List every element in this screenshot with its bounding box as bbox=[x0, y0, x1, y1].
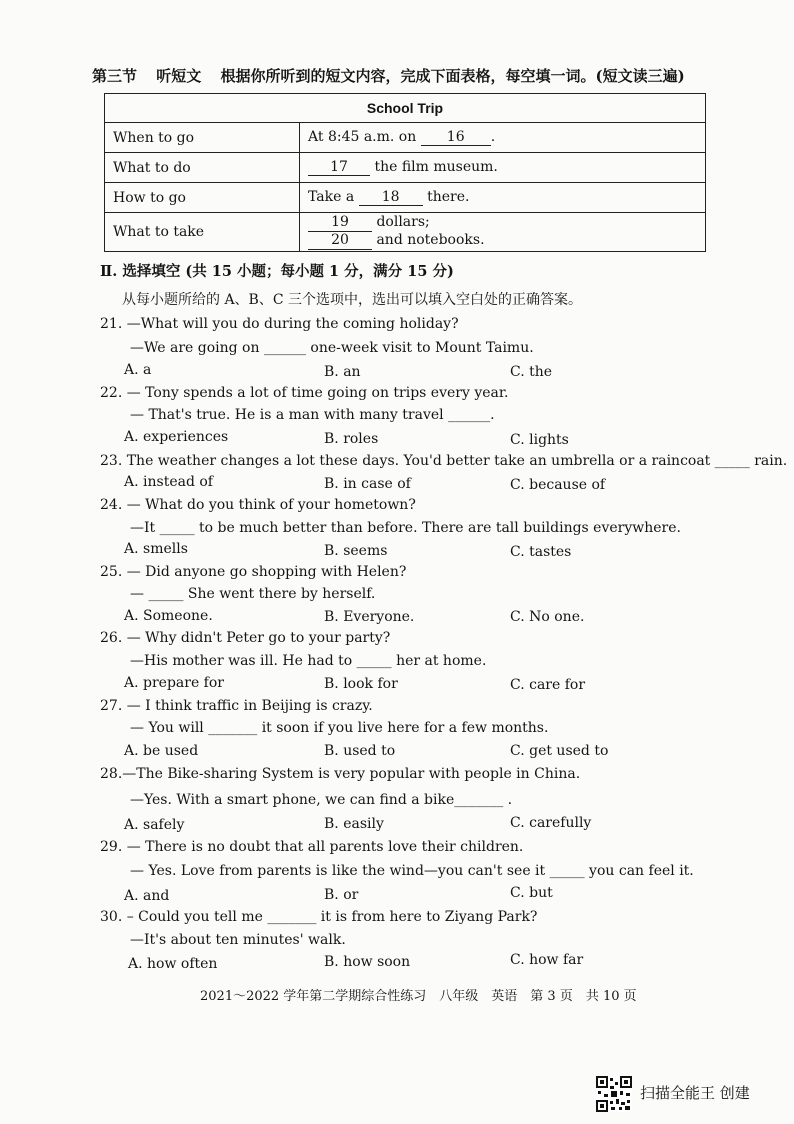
question-line: 29. — There is no doubt that all parents love their children. bbox=[100, 839, 524, 855]
option-a: A. safely bbox=[124, 817, 185, 833]
answer-blank: 19 bbox=[308, 214, 372, 232]
option-a: A. prepare for bbox=[124, 675, 224, 691]
question-dialogue: —It's about ten minutes' walk. bbox=[130, 932, 346, 948]
option-a: A. how often bbox=[128, 956, 218, 972]
question-dialogue: —His mother was ill. He had to _____ her at home. bbox=[130, 653, 487, 669]
row-content: Take a 18 there. bbox=[300, 183, 706, 213]
option-a: A. instead of bbox=[124, 474, 213, 490]
question-line: 27. — I think traffic in Beijing is crazy. bbox=[100, 698, 373, 714]
question-dialogue: —We are going on ______ one-week visit to Mount Taimu. bbox=[130, 340, 534, 356]
option-b: B. roles bbox=[324, 431, 379, 447]
question-dialogue: — That's true. He is a man with many travel ______. bbox=[130, 407, 495, 423]
option-c: C. No one. bbox=[510, 609, 585, 625]
question-line: 26. — Why didn't Peter go to your party? bbox=[100, 630, 391, 646]
option-a: A. be used bbox=[124, 743, 199, 759]
option-c: C. how far bbox=[510, 952, 584, 968]
school-trip-table bbox=[104, 93, 706, 252]
section-2-title: Ⅱ. 选择填空 (共 15 小题；每小题 1 分，满分 15 分) bbox=[100, 263, 454, 280]
section-header bbox=[92, 67, 685, 85]
question-line: 21. —What will you do during the coming holiday? bbox=[100, 316, 459, 332]
row-content: At 8:45 a.m. on 16 . bbox=[300, 123, 706, 153]
option-c: C. but bbox=[510, 885, 553, 901]
row-label: When to go bbox=[105, 123, 300, 153]
row-content: 19 dollars; 20 and notebooks. bbox=[300, 213, 706, 252]
question-line: 23. The weather changes a lot these days. You'd better take an umbrella or a raincoat _____ rain. bbox=[100, 453, 788, 469]
option-b: B. in case of bbox=[324, 476, 411, 492]
section-instruction: 根据你所听到的短文内容，完成下面表格，每空填一词。(短文读三遍) bbox=[220, 67, 685, 85]
answer-blank: 17 bbox=[308, 159, 370, 176]
section-number: 第三节 bbox=[92, 67, 138, 85]
answer-blank: 20 bbox=[308, 232, 372, 250]
answer-blank: 18 bbox=[359, 189, 423, 206]
option-a: A. smells bbox=[124, 541, 188, 557]
section-part: 听短文 bbox=[156, 67, 202, 85]
option-b: B. an bbox=[324, 364, 361, 380]
option-c: C. the bbox=[510, 364, 553, 380]
option-b: B. or bbox=[324, 887, 359, 903]
question-dialogue: —Yes. With a smart phone, we can find a bike_______ . bbox=[130, 792, 513, 808]
option-b: B. Everyone. bbox=[324, 609, 415, 625]
option-b: B. how soon bbox=[324, 954, 411, 970]
qr-code-icon bbox=[596, 1076, 632, 1112]
question-dialogue: —It _____ to be much better than before. There are tall buildings everywhere. bbox=[130, 520, 681, 536]
table-row bbox=[105, 183, 706, 213]
row-content: 17 the film museum. bbox=[300, 153, 706, 183]
option-a: A. experiences bbox=[124, 429, 229, 445]
question-dialogue: — You will _______ it soon if you live here for a few months. bbox=[130, 720, 549, 736]
row-label: How to go bbox=[105, 183, 300, 213]
row-label: What to do bbox=[105, 153, 300, 183]
option-a: A. a bbox=[124, 362, 152, 378]
scanner-watermark: 扫描全能王 创建 bbox=[640, 1084, 750, 1102]
row-label: What to take bbox=[105, 213, 300, 252]
table-row bbox=[105, 123, 706, 153]
option-c: C. because of bbox=[510, 477, 606, 493]
question-dialogue: — _____ She went there by herself. bbox=[130, 586, 376, 602]
option-b: B. seems bbox=[324, 543, 388, 559]
question-dialogue: — Yes. Love from parents is like the wind—you can't see it _____ you can feel it. bbox=[130, 863, 694, 879]
table-row bbox=[105, 213, 706, 252]
option-b: B. used to bbox=[324, 743, 396, 759]
question-line: 25. — Did anyone go shopping with Helen? bbox=[100, 564, 407, 580]
question-line: 22. — Tony spends a lot of time going on trips every year. bbox=[100, 385, 509, 401]
question-line: 24. — What do you think of your hometown? bbox=[100, 497, 416, 513]
question-line: 30. – Could you tell me _______ it is from here to Ziyang Park? bbox=[100, 909, 538, 925]
option-c: C. carefully bbox=[510, 815, 592, 831]
page-footer: 2021～2022 学年第二学期综合性练习 八年级 英语 第 3 页 共 10 页 bbox=[200, 989, 637, 1004]
question-line: 28.—The Bike-sharing System is very popular with people in China. bbox=[100, 766, 581, 782]
option-c: C. tastes bbox=[510, 544, 572, 560]
section-2-instruction: 从每小题所给的 A、B、C 三个选项中，选出可以填入空白处的正确答案。 bbox=[122, 292, 583, 308]
table-row bbox=[105, 153, 706, 183]
option-b: B. easily bbox=[324, 816, 384, 832]
option-a: A. Someone. bbox=[124, 608, 213, 624]
option-b: B. look for bbox=[324, 676, 398, 692]
option-a: A. and bbox=[124, 888, 170, 904]
answer-blank: 16 bbox=[421, 129, 491, 146]
table-title: School Trip bbox=[105, 94, 706, 123]
option-c: C. get used to bbox=[510, 743, 609, 759]
option-c: C. lights bbox=[510, 432, 569, 448]
option-c: C. care for bbox=[510, 677, 586, 693]
